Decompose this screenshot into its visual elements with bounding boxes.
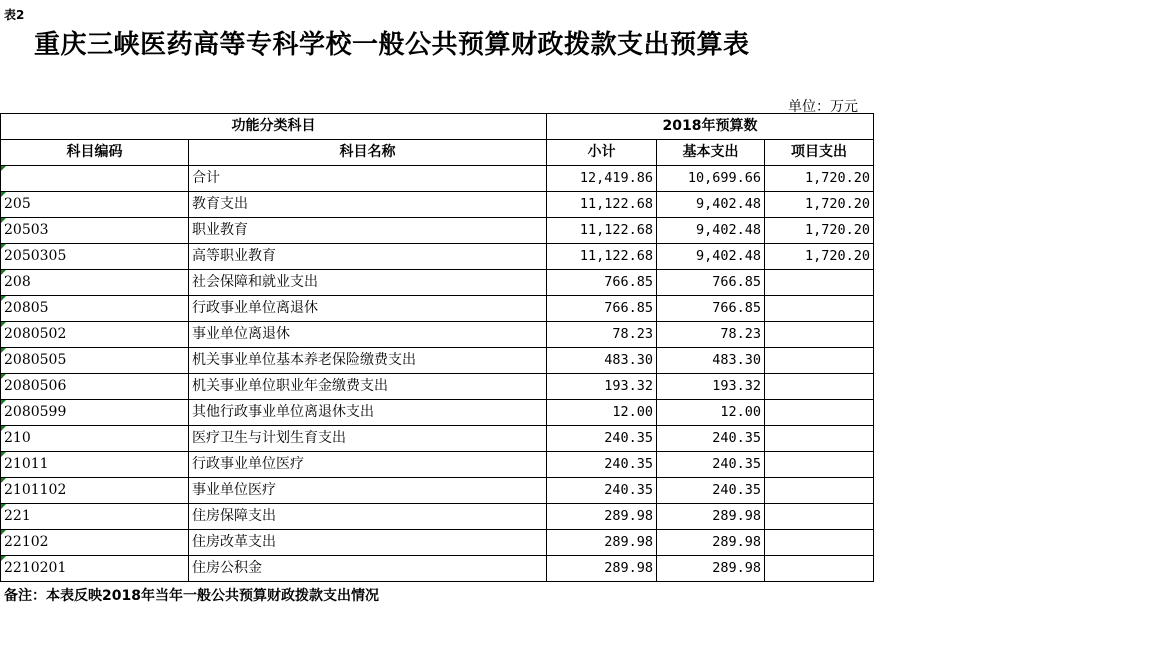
table-row [1, 478, 874, 504]
footnote: 备注：本表反映2018年当年一般公共预算财政拨款支出情况 [4, 588, 379, 604]
header-budget-2018: 2018年预算数 [547, 114, 874, 140]
subtotal-cell: 240.35 [547, 478, 657, 504]
table-row [1, 504, 874, 530]
unit-label: 单位：万元 [788, 99, 858, 115]
subtotal-cell: 289.98 [547, 530, 657, 556]
subject-name-cell: 合计 [189, 166, 547, 192]
project-expenditure-cell [765, 478, 874, 504]
subtotal-cell: 766.85 [547, 270, 657, 296]
subject-code-cell: 20805 [1, 296, 189, 322]
project-expenditure-cell: 1,720.20 [765, 166, 874, 192]
table-row [1, 166, 874, 192]
subject-name-cell: 职业教育 [189, 218, 547, 244]
cell-marker-icon [1, 296, 6, 301]
basic-expenditure-cell: 78.23 [657, 322, 765, 348]
basic-expenditure-cell: 240.35 [657, 426, 765, 452]
subject-name-cell: 高等职业教育 [189, 244, 547, 270]
basic-expenditure-cell: 289.98 [657, 504, 765, 530]
table-body [1, 166, 874, 582]
cell-marker-icon [1, 426, 6, 431]
basic-expenditure-cell: 12.00 [657, 400, 765, 426]
header-project-expenditure: 项目支出 [765, 140, 874, 166]
budget-table [0, 113, 874, 582]
basic-expenditure-cell: 9,402.48 [657, 244, 765, 270]
subtotal-cell: 12,419.86 [547, 166, 657, 192]
project-expenditure-cell [765, 296, 874, 322]
subtotal-cell: 240.35 [547, 452, 657, 478]
subtotal-cell: 289.98 [547, 504, 657, 530]
project-expenditure-cell [765, 530, 874, 556]
header-subject-code: 科目编码 [1, 140, 189, 166]
subtotal-cell: 11,122.68 [547, 244, 657, 270]
cell-marker-icon [1, 556, 6, 561]
subject-code-cell: 210 [1, 426, 189, 452]
subtotal-cell: 193.32 [547, 374, 657, 400]
project-expenditure-cell [765, 426, 874, 452]
table-row [1, 244, 874, 270]
project-expenditure-cell [765, 270, 874, 296]
subject-code-cell: 21011 [1, 452, 189, 478]
subject-code-cell: 2080599 [1, 400, 189, 426]
project-expenditure-cell [765, 400, 874, 426]
project-expenditure-cell [765, 322, 874, 348]
table-row [1, 530, 874, 556]
subject-name-cell: 住房改革支出 [189, 530, 547, 556]
subject-code-cell: 2080506 [1, 374, 189, 400]
basic-expenditure-cell: 766.85 [657, 296, 765, 322]
basic-expenditure-cell: 193.32 [657, 374, 765, 400]
cell-marker-icon [1, 218, 6, 223]
table-row [1, 426, 874, 452]
project-expenditure-cell [765, 348, 874, 374]
subject-code-cell: 2080502 [1, 322, 189, 348]
subject-code-cell: 221 [1, 504, 189, 530]
basic-expenditure-cell: 10,699.66 [657, 166, 765, 192]
subject-name-cell: 机关事业单位基本养老保险缴费支出 [189, 348, 547, 374]
subject-code-cell: 2080505 [1, 348, 189, 374]
cell-marker-icon [1, 400, 6, 405]
subject-name-cell: 机关事业单位职业年金缴费支出 [189, 374, 547, 400]
cell-marker-icon [1, 374, 6, 379]
subject-name-cell: 事业单位医疗 [189, 478, 547, 504]
cell-marker-icon [1, 192, 6, 197]
table-number-label: 表2 [4, 8, 25, 22]
table-row [1, 374, 874, 400]
basic-expenditure-cell: 483.30 [657, 348, 765, 374]
subtotal-cell: 766.85 [547, 296, 657, 322]
basic-expenditure-cell: 289.98 [657, 556, 765, 582]
cell-marker-icon [1, 244, 6, 249]
header-subtotal: 小计 [547, 140, 657, 166]
subtotal-cell: 483.30 [547, 348, 657, 374]
table-header [1, 114, 874, 166]
project-expenditure-cell [765, 374, 874, 400]
project-expenditure-cell [765, 504, 874, 530]
cell-marker-icon [1, 322, 6, 327]
table-row [1, 400, 874, 426]
table-row [1, 556, 874, 582]
table-row [1, 296, 874, 322]
subtotal-cell: 78.23 [547, 322, 657, 348]
cell-marker-icon [1, 452, 6, 457]
subject-name-cell: 住房公积金 [189, 556, 547, 582]
subject-code-cell: 2210201 [1, 556, 189, 582]
basic-expenditure-cell: 240.35 [657, 478, 765, 504]
subject-code-cell: 205 [1, 192, 189, 218]
project-expenditure-cell: 1,720.20 [765, 244, 874, 270]
table-row [1, 452, 874, 478]
basic-expenditure-cell: 9,402.48 [657, 192, 765, 218]
subtotal-cell: 12.00 [547, 400, 657, 426]
header-basic-expenditure: 基本支出 [657, 140, 765, 166]
table-row [1, 322, 874, 348]
basic-expenditure-cell: 289.98 [657, 530, 765, 556]
subject-name-cell: 行政事业单位离退休 [189, 296, 547, 322]
cell-marker-icon [1, 504, 6, 509]
subject-name-cell: 教育支出 [189, 192, 547, 218]
subject-code-cell [1, 166, 189, 192]
subject-code-cell: 2101102 [1, 478, 189, 504]
page-title: 重庆三峡医药高等专科学校一般公共预算财政拨款支出预算表 [34, 30, 750, 60]
basic-expenditure-cell: 9,402.48 [657, 218, 765, 244]
cell-marker-icon [1, 166, 6, 171]
project-expenditure-cell [765, 452, 874, 478]
header-functional-classification: 功能分类科目 [1, 114, 547, 140]
subject-name-cell: 其他行政事业单位离退休支出 [189, 400, 547, 426]
project-expenditure-cell: 1,720.20 [765, 192, 874, 218]
project-expenditure-cell [765, 556, 874, 582]
cell-marker-icon [1, 478, 6, 483]
table-row [1, 348, 874, 374]
table-row [1, 218, 874, 244]
subject-code-cell: 20503 [1, 218, 189, 244]
subtotal-cell: 11,122.68 [547, 192, 657, 218]
subtotal-cell: 289.98 [547, 556, 657, 582]
basic-expenditure-cell: 766.85 [657, 270, 765, 296]
basic-expenditure-cell: 240.35 [657, 452, 765, 478]
subject-name-cell: 事业单位离退休 [189, 322, 547, 348]
subject-code-cell: 22102 [1, 530, 189, 556]
subject-name-cell: 医疗卫生与计划生育支出 [189, 426, 547, 452]
header-subject-name: 科目名称 [189, 140, 547, 166]
cell-marker-icon [1, 530, 6, 535]
subject-name-cell: 住房保障支出 [189, 504, 547, 530]
subject-name-cell: 行政事业单位医疗 [189, 452, 547, 478]
subtotal-cell: 11,122.68 [547, 218, 657, 244]
cell-marker-icon [1, 270, 6, 275]
project-expenditure-cell: 1,720.20 [765, 218, 874, 244]
cell-marker-icon [1, 348, 6, 353]
subject-code-cell: 2050305 [1, 244, 189, 270]
table-row [1, 192, 874, 218]
subtotal-cell: 240.35 [547, 426, 657, 452]
subject-name-cell: 社会保障和就业支出 [189, 270, 547, 296]
table-row [1, 270, 874, 296]
subject-code-cell: 208 [1, 270, 189, 296]
